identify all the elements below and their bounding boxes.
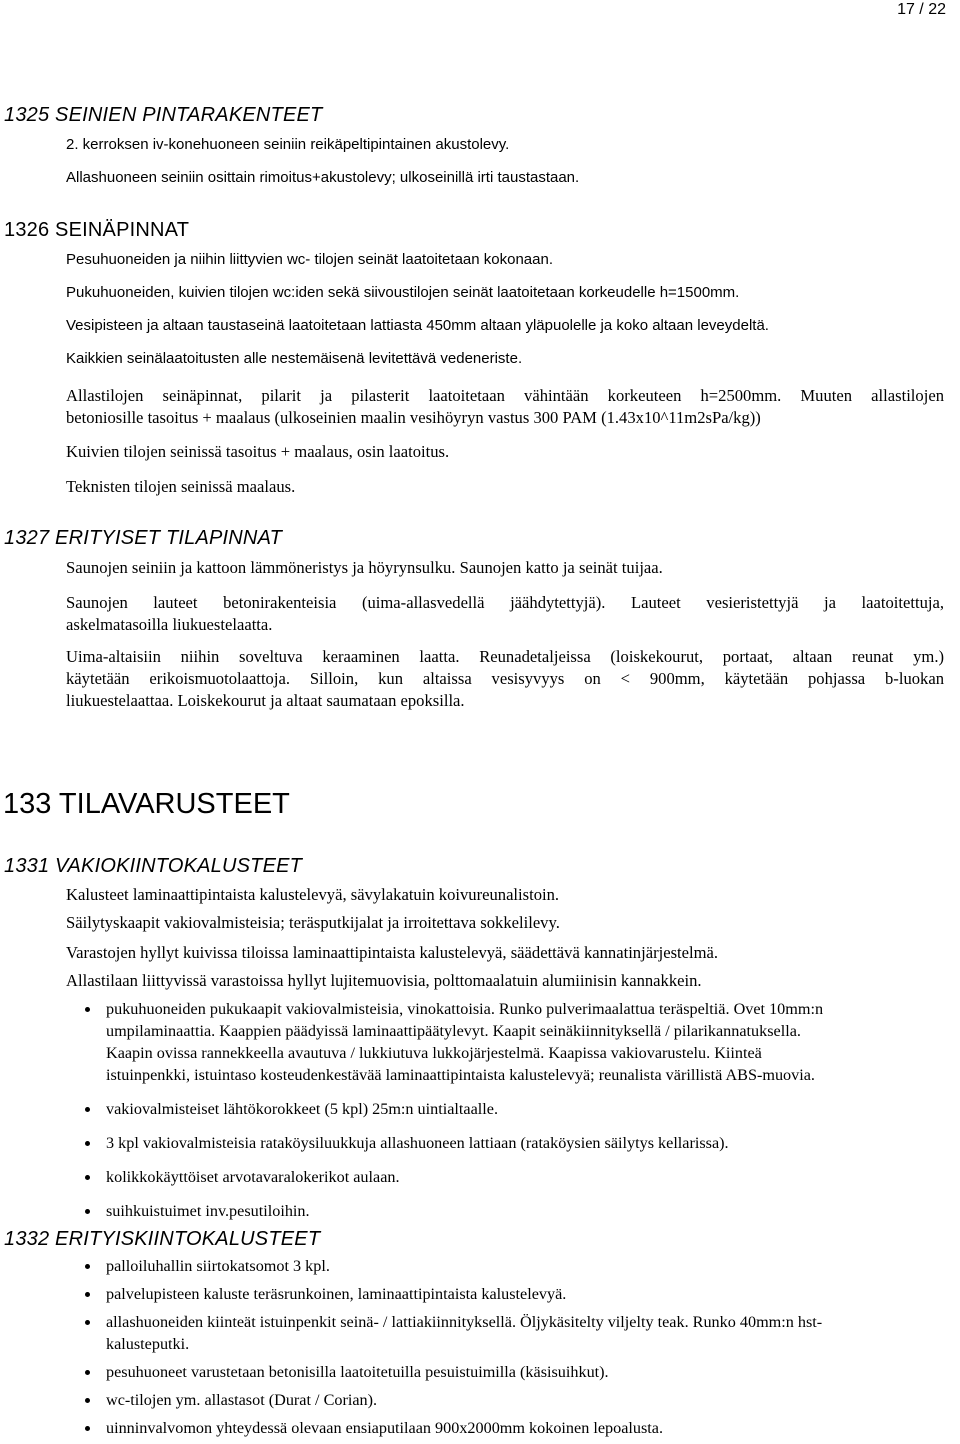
paragraph: Varastojen hyllyt kuivissa tiloissa laminaattipintaista kalustelevyä, säädettävä kannatinjärjestelmä.	[66, 943, 719, 962]
paragraph: Säilytyskaapit vakiovalmisteisia; teräsputkijalat ja irroitettava sokkelilevy.	[66, 913, 560, 932]
list-item	[84, 1417, 956, 1439]
bullet-icon	[85, 1398, 90, 1403]
paragraph: Pukuhuoneiden, kuivien tilojen wc:iden sekä siivoustilojen seinät laatoitetaan korkeudelle h=1500mm.	[66, 284, 740, 301]
bullet-icon	[85, 1209, 90, 1214]
list-item-line: Kaapin ovissa rannekkeella avautuva / lukkiutuva lukkojärjestelmä. Kaapissa vakiovarustelu. Kiinteä	[106, 1044, 762, 1062]
paragraph: Pesuhuoneiden ja niihin liittyvien wc- tilojen seinät laatoitetaan kokonaan.	[66, 251, 553, 268]
list-item-line: pesuhuoneet varustetaan betonisilla laatoitetuilla pesuistuimilla (käsisuihkut).	[106, 1363, 609, 1381]
bullet-icon	[85, 1175, 90, 1180]
list-item-line: kalusteputki.	[106, 1335, 190, 1353]
paragraph: Teknisten tilojen seinissä maalaus.	[66, 477, 296, 496]
list-item-line: palvelupisteen kaluste teräsrunkoinen, laminaattipintaista kalustelevyä.	[106, 1285, 567, 1303]
list-item	[84, 1098, 956, 1120]
paragraph: Vesipisteen ja altaan taustaseinä laatoitetaan lattiasta 450mm altaan yläpuolelle ja koko altaan leveydeltä.	[66, 317, 769, 334]
bullet-icon	[85, 1426, 90, 1431]
paragraph-line: liukuestelaattaa. Loiskekourut ja altaat saumataan epoksilla.	[66, 691, 465, 710]
chapter-heading-133: 133 TILAVARUSTEET	[3, 788, 290, 820]
paragraph	[66, 385, 944, 429]
list-item-line: uinninvalvomon yhteydessä olevaan ensiaputilaan 900x2000mm kokoinen lepoalusta.	[106, 1419, 664, 1437]
paragraph-line: betoniosille tasoitus + maalaus (ulkoseinien maalin vesihöyryn vastus 300 PAM (1.43x10^11m2sPa/kg))	[66, 408, 761, 427]
list-item	[84, 1166, 956, 1188]
list-item	[84, 1255, 956, 1277]
bullet-list	[84, 998, 956, 1234]
list-item	[84, 998, 956, 1086]
bullet-icon	[85, 1141, 90, 1146]
list-item	[84, 1283, 956, 1305]
section-heading-1326: 1326 SEINÄPINNAT	[4, 219, 190, 241]
paragraph-line: askelmatasoilla liukuestelaatta.	[66, 615, 273, 634]
paragraph-line: käytetään erikoismuotolaattoja. Silloin, kun altaissa vesisyvyys on < 900mm, käytetään pohjassa b-luokan	[66, 669, 944, 688]
bullet-icon	[85, 1370, 90, 1375]
list-item-line: allashuoneiden kiinteät istuinpenkit seinä- / lattiakiinnityksellä. Öljykäsitelty viljelty teak. Runko 40mm:n hst-	[106, 1313, 823, 1331]
paragraph: Kuivien tilojen seinissä tasoitus + maalaus, osin laatoitus.	[66, 442, 450, 461]
list-item	[84, 1132, 956, 1154]
list-item-line: kolikkokäyttöiset arvotavaralokerikot aulaan.	[106, 1168, 400, 1186]
paragraph: Kalusteet laminaattipintaista kalustelevyä, sävylakatuin koivureunalistoin.	[66, 885, 560, 904]
section-heading-1327: 1327 ERITYISET TILAPINNAT	[4, 527, 283, 549]
bullet-icon	[85, 1264, 90, 1269]
list-item	[84, 1361, 956, 1383]
section-heading-1325: 1325 SEINIEN PINTARAKENTEET	[4, 104, 323, 126]
list-item-line: pukuhuoneiden pukukaapit vakiovalmisteisia, vinokattoisia. Runko pulverimaalattua teräspeltiä. Ovet 10mm:n	[106, 1000, 824, 1018]
list-item-line: vakiovalmisteiset lähtökorokkeet (5 kpl) 25m:n uintialtaalle.	[106, 1100, 499, 1118]
paragraph-line: Allastilojen seinäpinnat, pilarit ja pilasterit laatoitetaan vähintään korkeuteen h=2500mm. Muuten allastilojen	[66, 386, 944, 405]
list-item	[84, 1389, 956, 1411]
list-item-line: 3 kpl vakiovalmisteisia rataköysiluukkuja allashuoneen lattiaan (rataköysien säilytys kellarissa).	[106, 1134, 729, 1152]
bullet-list	[84, 1255, 956, 1439]
bullet-icon	[85, 1007, 90, 1012]
list-item-line: umpilaminaattia. Kaappien päädyissä laminaattipäätylevyt. Kaapit seinäkiinnityksellä / pilarikannatuksella.	[106, 1022, 801, 1040]
list-item-line: istuinpenkki, istuintaso kosteudenkestävää laminaattipintaista kalustelevyä; reunalista värillistä ABS-muovia.	[106, 1066, 815, 1084]
list-item-line: palloiluhallin siirtokatsomot 3 kpl.	[106, 1257, 330, 1275]
paragraph: Allashuoneen seiniin osittain rimoitus+akustolevy; ulkoseinillä irti taustastaan.	[66, 169, 580, 186]
bullet-icon	[85, 1107, 90, 1112]
section-heading-1331: 1331 VAKIOKIINTOKALUSTEET	[4, 855, 303, 877]
bullet-icon	[85, 1320, 90, 1325]
paragraph	[66, 592, 944, 636]
paragraph: Saunojen seiniin ja kattoon lämmöneristys ja höyrynsulku. Saunojen katto ja seinät tuijaa.	[66, 558, 663, 577]
paragraph	[66, 646, 944, 712]
paragraph-line: Uima-altaisiin niihin soveltuva keraaminen laatta. Reunadetaljeissa (loiskekourut, portaat, altaan reunat ym.)	[66, 647, 944, 666]
bullet-icon	[85, 1292, 90, 1297]
page-number: 17 / 22	[897, 1, 946, 18]
list-item-line: suihkuistuimet inv.pesutiloihin.	[106, 1202, 310, 1220]
list-item	[84, 1311, 956, 1355]
paragraph: 2. kerroksen iv-konehuoneen seiniin reikäpeltipintainen akustolevy.	[66, 136, 510, 153]
section-heading-1332: 1332 ERITYISKIINTOKALUSTEET	[4, 1228, 321, 1250]
paragraph: Allastilaan liittyvissä varastoissa hyllyt lujitemuovisia, polttomaalatuin alumiinisin kannakkein.	[66, 971, 702, 990]
paragraph-line: Saunojen lauteet betonirakenteisia (uima-allasvedellä jäähdytettyjä). Lauteet vesieristettyjä ja laatoitettuja,	[66, 593, 944, 612]
list-item	[84, 1200, 956, 1222]
paragraph: Kaikkien seinälaatoitusten alle nestemäisenä levitettävä vedeneriste.	[66, 350, 523, 367]
list-item-line: wc-tilojen ym. allastasot (Durat / Corian).	[106, 1391, 378, 1409]
